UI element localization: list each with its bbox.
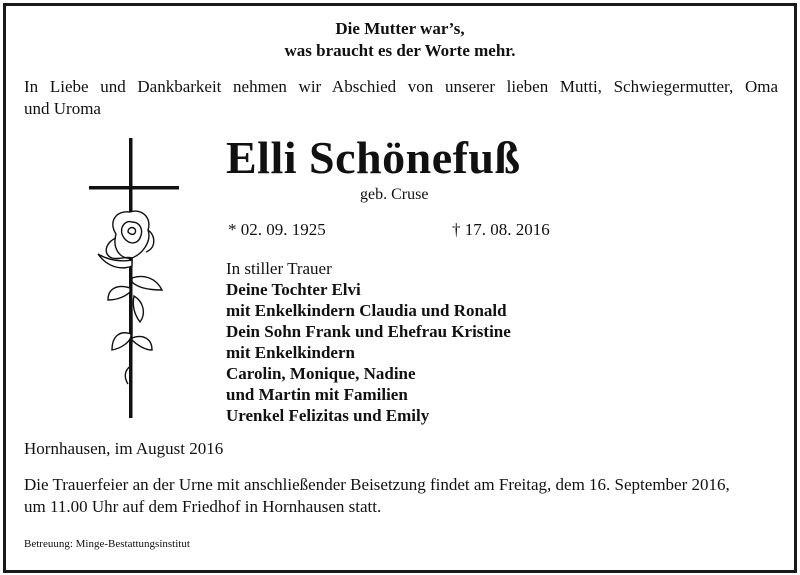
intro-line-1: In Liebe und Dankbarkeit nehmen wir Abschied von unserer lieben Mutti, Schwiegermutter, Oma bbox=[24, 77, 778, 96]
motto-line-2: was braucht es der Worte mehr. bbox=[284, 41, 516, 60]
mourner-line: mit Enkelkindern bbox=[226, 343, 355, 362]
service-line-1: Die Trauerfeier an der Urne mit anschließender Beisetzung findet am Freitag, dem 16. September 2016, bbox=[24, 475, 730, 494]
cross-icon bbox=[86, 138, 186, 420]
intro-text bbox=[24, 76, 778, 120]
mourner-line: Deine Tochter Elvi bbox=[226, 280, 361, 299]
maiden-name: geb. Cruse bbox=[360, 186, 429, 203]
intro-line-2: und Uroma bbox=[24, 99, 101, 118]
place-date: Hornhausen, im August 2016 bbox=[24, 439, 224, 458]
service-line-2: um 11.00 Uhr auf dem Friedhof in Hornhausen statt. bbox=[24, 497, 382, 516]
mourner-line: Carolin, Monique, Nadine bbox=[226, 364, 416, 383]
mourner-line: Urenkel Felizitas und Emily bbox=[226, 406, 430, 425]
mourner-line: mit Enkelkindern Claudia und Ronald bbox=[226, 301, 507, 320]
mourners-heading: In stiller Trauer bbox=[226, 259, 332, 278]
motto-line-1: Die Mutter war’s, bbox=[335, 19, 465, 38]
funeral-home-credit: Betreuung: Minge-Bestattungsinstitut bbox=[24, 538, 190, 550]
birth-date: * 02. 09. 1925 bbox=[228, 220, 326, 239]
death-date: † 17. 08. 2016 bbox=[452, 220, 550, 239]
deceased-name: Elli Schönefuß bbox=[226, 132, 521, 183]
mourner-line: Dein Sohn Frank und Ehefrau Kristine bbox=[226, 322, 511, 341]
mourner-line: und Martin mit Familien bbox=[226, 385, 408, 404]
